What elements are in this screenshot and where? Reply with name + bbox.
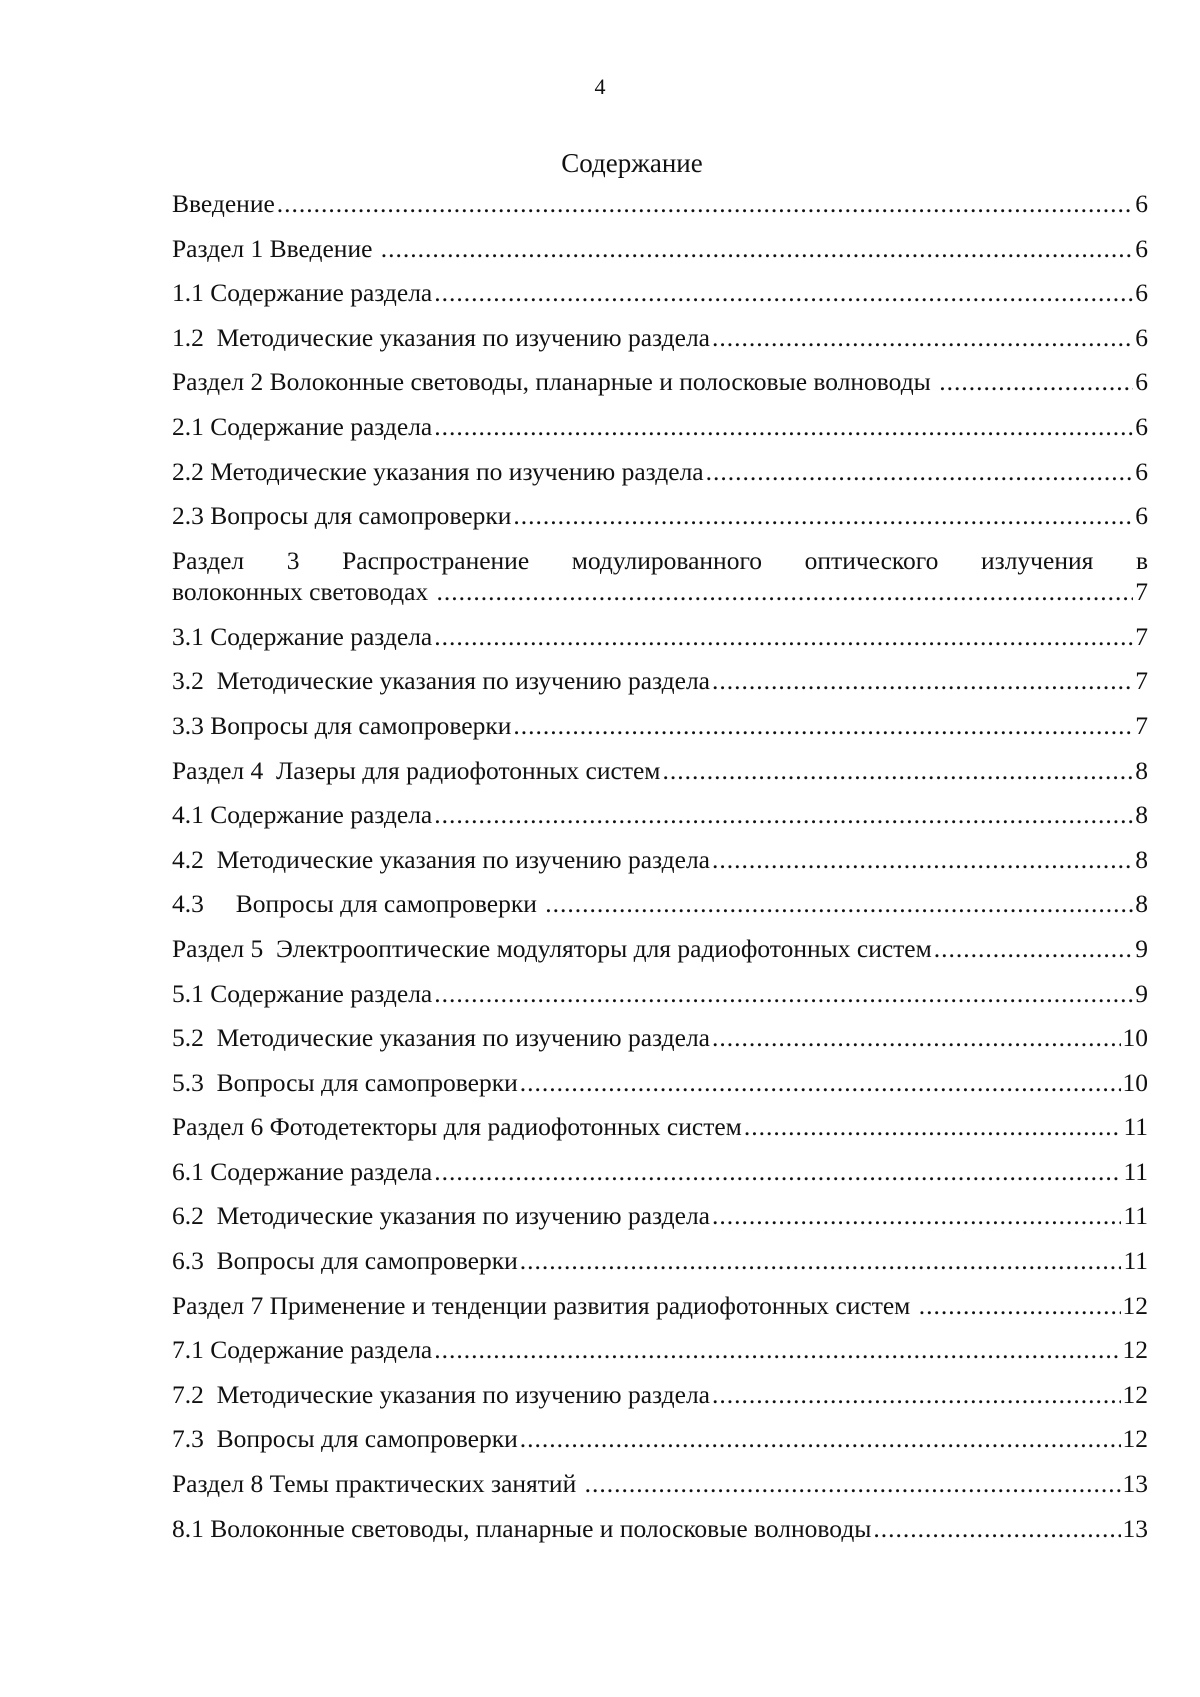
toc-entry-row	[172, 367, 1148, 397]
toc-dot-leader	[381, 234, 1133, 264]
toc-entry[interactable]	[172, 1246, 1148, 1291]
toc-entry-row	[172, 845, 1148, 875]
toc-entry[interactable]	[172, 845, 1148, 890]
toc-entry-page-number: 8	[1135, 755, 1148, 785]
toc-title: Содержание	[561, 148, 703, 178]
toc-entry-page-number: 6	[1135, 189, 1148, 218]
toc-entry-row	[172, 1112, 1148, 1142]
toc-entry-row	[172, 1201, 1148, 1231]
toc-entry-page-number: 10	[1122, 1067, 1148, 1097]
toc-entry-title: 7.1 Содержание раздела	[172, 1335, 433, 1365]
toc-entry-page-number: 10	[1122, 1023, 1148, 1053]
toc-dot-leader	[919, 1291, 1121, 1321]
toc-entry-page-number: 9	[1135, 933, 1148, 963]
toc-entry-title: 5.3 Вопросы для самопроверки	[172, 1067, 518, 1097]
toc-entry-title: 3.3 Вопросы для самопроверки	[172, 710, 512, 740]
toc-entry-page-number: 7	[1135, 621, 1148, 651]
toc-entry[interactable]	[172, 1335, 1148, 1380]
toc-entry-title: Раздел 1 Введение	[172, 233, 379, 263]
toc-entry-page-number: 12	[1122, 1379, 1148, 1409]
toc-entry-page-number: 8	[1135, 889, 1148, 919]
toc-entry-title: Введение	[172, 189, 275, 218]
toc-entry-title: 5.2 Методические указания по изучению раздела	[172, 1023, 710, 1053]
toc-entry[interactable]	[172, 1157, 1148, 1202]
toc-entry-title: волоконных световодах	[172, 576, 435, 606]
toc-entry-page-number: 6	[1135, 278, 1148, 308]
toc-entry-title: 2.3 Вопросы для самопроверки	[172, 501, 512, 531]
toc-entry[interactable]	[172, 1201, 1148, 1246]
toc-entry[interactable]	[172, 1068, 1148, 1113]
toc-dot-leader	[520, 1424, 1121, 1454]
toc-entry-title: 3.2 Методические указания по изучению раздела	[172, 666, 710, 696]
toc-entry-page-number: 11	[1123, 1246, 1148, 1276]
toc-entry-title: Раздел 2 Волоконные световоды, планарные и полосковые волноводы	[172, 367, 938, 397]
toc-entry-row	[172, 1335, 1148, 1365]
toc-entry-row	[172, 711, 1148, 741]
toc-entry-title: Раздел 7 Применение и тенденции развития радиофотонных систем	[172, 1290, 917, 1320]
toc-entry-row	[172, 1023, 1148, 1053]
toc-entry-title: Раздел 4 Лазеры для радиофотонных систем	[172, 755, 661, 785]
toc-entry-title: 2.1 Содержание раздела	[172, 411, 433, 441]
toc-entry[interactable]	[172, 1112, 1148, 1157]
toc-entry-title: 6.1 Содержание раздела	[172, 1156, 433, 1186]
toc-entry-title: 4.1 Содержание раздела	[172, 800, 433, 830]
toc-dot-leader	[434, 1157, 1121, 1187]
toc-dot-leader	[513, 501, 1133, 531]
toc-entry-row	[172, 934, 1148, 964]
toc-entry-title: 1.2 Методические указания по изучению раздела	[172, 322, 710, 352]
toc-entry[interactable]	[172, 666, 1148, 711]
toc-entry-title: 3.1 Содержание раздела	[172, 621, 433, 651]
toc-entry-title: 4.3 Вопросы для самопроверки	[172, 889, 544, 919]
toc-dot-leader	[873, 1514, 1120, 1544]
page-number: 4	[594, 74, 606, 99]
toc-entry-row	[172, 457, 1148, 487]
toc-entry-row	[172, 1424, 1148, 1454]
toc-entry-row	[172, 1469, 1148, 1499]
toc-entry-page-number: 11	[1123, 1156, 1148, 1186]
toc-entry[interactable]	[172, 278, 1148, 323]
toc-entry-title: 8.1 Волоконные световоды, планарные и полосковые волноводы	[172, 1513, 872, 1543]
toc-dot-leader	[585, 1469, 1121, 1499]
toc-entry-page-number: 6	[1135, 411, 1148, 441]
toc-dot-leader	[434, 278, 1133, 308]
toc-entry-page-number: 7	[1135, 710, 1148, 740]
toc-entry-page-number: 7	[1135, 666, 1148, 696]
toc-entry-title: 2.2 Методические указания по изучению раздела	[172, 456, 704, 486]
toc-entry-title: 6.2 Методические указания по изучению раздела	[172, 1201, 710, 1231]
toc-entry-row	[172, 234, 1148, 264]
toc-entry[interactable]	[172, 1291, 1148, 1336]
toc-entry-row	[172, 501, 1148, 531]
toc-dot-leader	[712, 1380, 1121, 1410]
toc-dot-leader	[712, 845, 1133, 875]
toc-entry-page-number: 11	[1123, 1112, 1148, 1142]
toc-entry[interactable]	[172, 1023, 1148, 1068]
toc-entry-page-number: 6	[1135, 367, 1148, 397]
toc-entry[interactable]	[172, 711, 1148, 756]
toc-entry-page-number: 12	[1122, 1335, 1148, 1365]
toc-entry-page-number: 7	[1135, 576, 1148, 606]
toc-dot-leader	[513, 711, 1133, 741]
toc-entry-row	[172, 1157, 1148, 1187]
toc-entry[interactable]	[172, 323, 1148, 368]
toc-dot-leader	[277, 189, 1133, 219]
toc-entry[interactable]	[172, 979, 1148, 1024]
toc-entry[interactable]	[172, 1469, 1148, 1514]
toc-dot-leader	[744, 1112, 1122, 1142]
toc-entry[interactable]	[172, 457, 1148, 502]
toc-dot-leader	[434, 412, 1133, 442]
toc-entry-row	[172, 412, 1148, 442]
toc-entry-page-number: 11	[1123, 1201, 1148, 1231]
toc-entry[interactable]	[172, 412, 1148, 457]
toc-entry-title: Раздел 8 Темы практических занятий	[172, 1469, 583, 1499]
toc-entry[interactable]	[172, 1380, 1148, 1425]
table-of-contents	[172, 189, 1148, 1558]
toc-entry[interactable]	[172, 501, 1148, 546]
toc-dot-leader	[434, 979, 1133, 1009]
toc-dot-leader	[712, 1023, 1121, 1053]
toc-entry-row	[172, 189, 1148, 219]
toc-entry-row	[172, 622, 1148, 652]
toc-dot-leader	[545, 889, 1133, 919]
toc-dot-leader	[706, 457, 1134, 487]
toc-entry-heading-line: Раздел 3 Распространение модулированного оптического излучения в	[172, 545, 1148, 575]
toc-entry-row	[172, 323, 1148, 353]
toc-dot-leader	[712, 1201, 1121, 1231]
toc-entry[interactable]	[172, 189, 1148, 234]
toc-entry-page-number: 13	[1122, 1469, 1148, 1499]
toc-entry-title: 7.3 Вопросы для самопроверки	[172, 1424, 518, 1454]
toc-dot-leader	[434, 622, 1133, 652]
toc-entry[interactable]	[172, 756, 1148, 801]
toc-entry-title: 5.1 Содержание раздела	[172, 978, 433, 1008]
toc-entry[interactable]	[172, 367, 1148, 412]
toc-dot-leader	[434, 1335, 1120, 1365]
toc-entry[interactable]	[172, 800, 1148, 845]
toc-entry[interactable]	[172, 934, 1148, 979]
toc-entry-page-number: 12	[1122, 1290, 1148, 1320]
toc-entry-row	[172, 979, 1148, 1009]
toc-entry-row	[172, 1291, 1148, 1321]
toc-entry-row	[172, 1514, 1148, 1544]
toc-dot-leader	[934, 934, 1133, 964]
toc-dot-leader	[662, 756, 1133, 786]
toc-entry-row	[172, 889, 1148, 919]
toc-entry-row	[172, 1380, 1148, 1410]
toc-entry-page-number: 9	[1135, 978, 1148, 1008]
toc-entry-page-number: 6	[1135, 233, 1148, 263]
toc-entry[interactable]	[172, 546, 1148, 622]
toc-entry[interactable]	[172, 234, 1148, 279]
toc-entry[interactable]	[172, 1424, 1148, 1469]
toc-entry-page-number: 6	[1135, 456, 1148, 486]
toc-entry-page-number: 8	[1135, 844, 1148, 874]
toc-dot-leader	[520, 1068, 1121, 1098]
toc-entry-title: Раздел 5 Электрооптические модуляторы для радиофотонных систем	[172, 933, 932, 963]
toc-entry-row	[172, 1068, 1148, 1098]
toc-entry-title: 1.1 Содержание раздела	[172, 278, 433, 308]
toc-dot-leader	[939, 367, 1133, 397]
toc-entry-row	[172, 1246, 1148, 1276]
toc-entry-row	[172, 800, 1148, 830]
toc-entry-page-number: 12	[1122, 1424, 1148, 1454]
toc-entry-page-number: 13	[1122, 1513, 1148, 1543]
toc-entry[interactable]	[172, 622, 1148, 667]
toc-entry-page-number: 6	[1135, 322, 1148, 352]
toc-dot-leader	[434, 800, 1133, 830]
toc-dot-leader	[437, 577, 1134, 607]
toc-entry-page-number: 8	[1135, 800, 1148, 830]
toc-entry[interactable]	[172, 1514, 1148, 1559]
toc-entry-row	[172, 666, 1148, 696]
toc-dot-leader	[520, 1246, 1122, 1276]
toc-entry-title: 7.2 Методические указания по изучению раздела	[172, 1379, 710, 1409]
toc-entry-row	[172, 756, 1148, 786]
toc-dot-leader	[712, 666, 1133, 696]
toc-entry-title: 4.2 Методические указания по изучению раздела	[172, 844, 710, 874]
toc-entry-title: Раздел 6 Фотодетекторы для радиофотонных систем	[172, 1112, 742, 1142]
toc-entry[interactable]	[172, 889, 1148, 934]
toc-entry-row	[172, 577, 1148, 607]
toc-entry-page-number: 6	[1135, 501, 1148, 531]
toc-entry-title: 6.3 Вопросы для самопроверки	[172, 1246, 518, 1276]
toc-dot-leader	[712, 323, 1133, 353]
toc-entry-row	[172, 278, 1148, 308]
